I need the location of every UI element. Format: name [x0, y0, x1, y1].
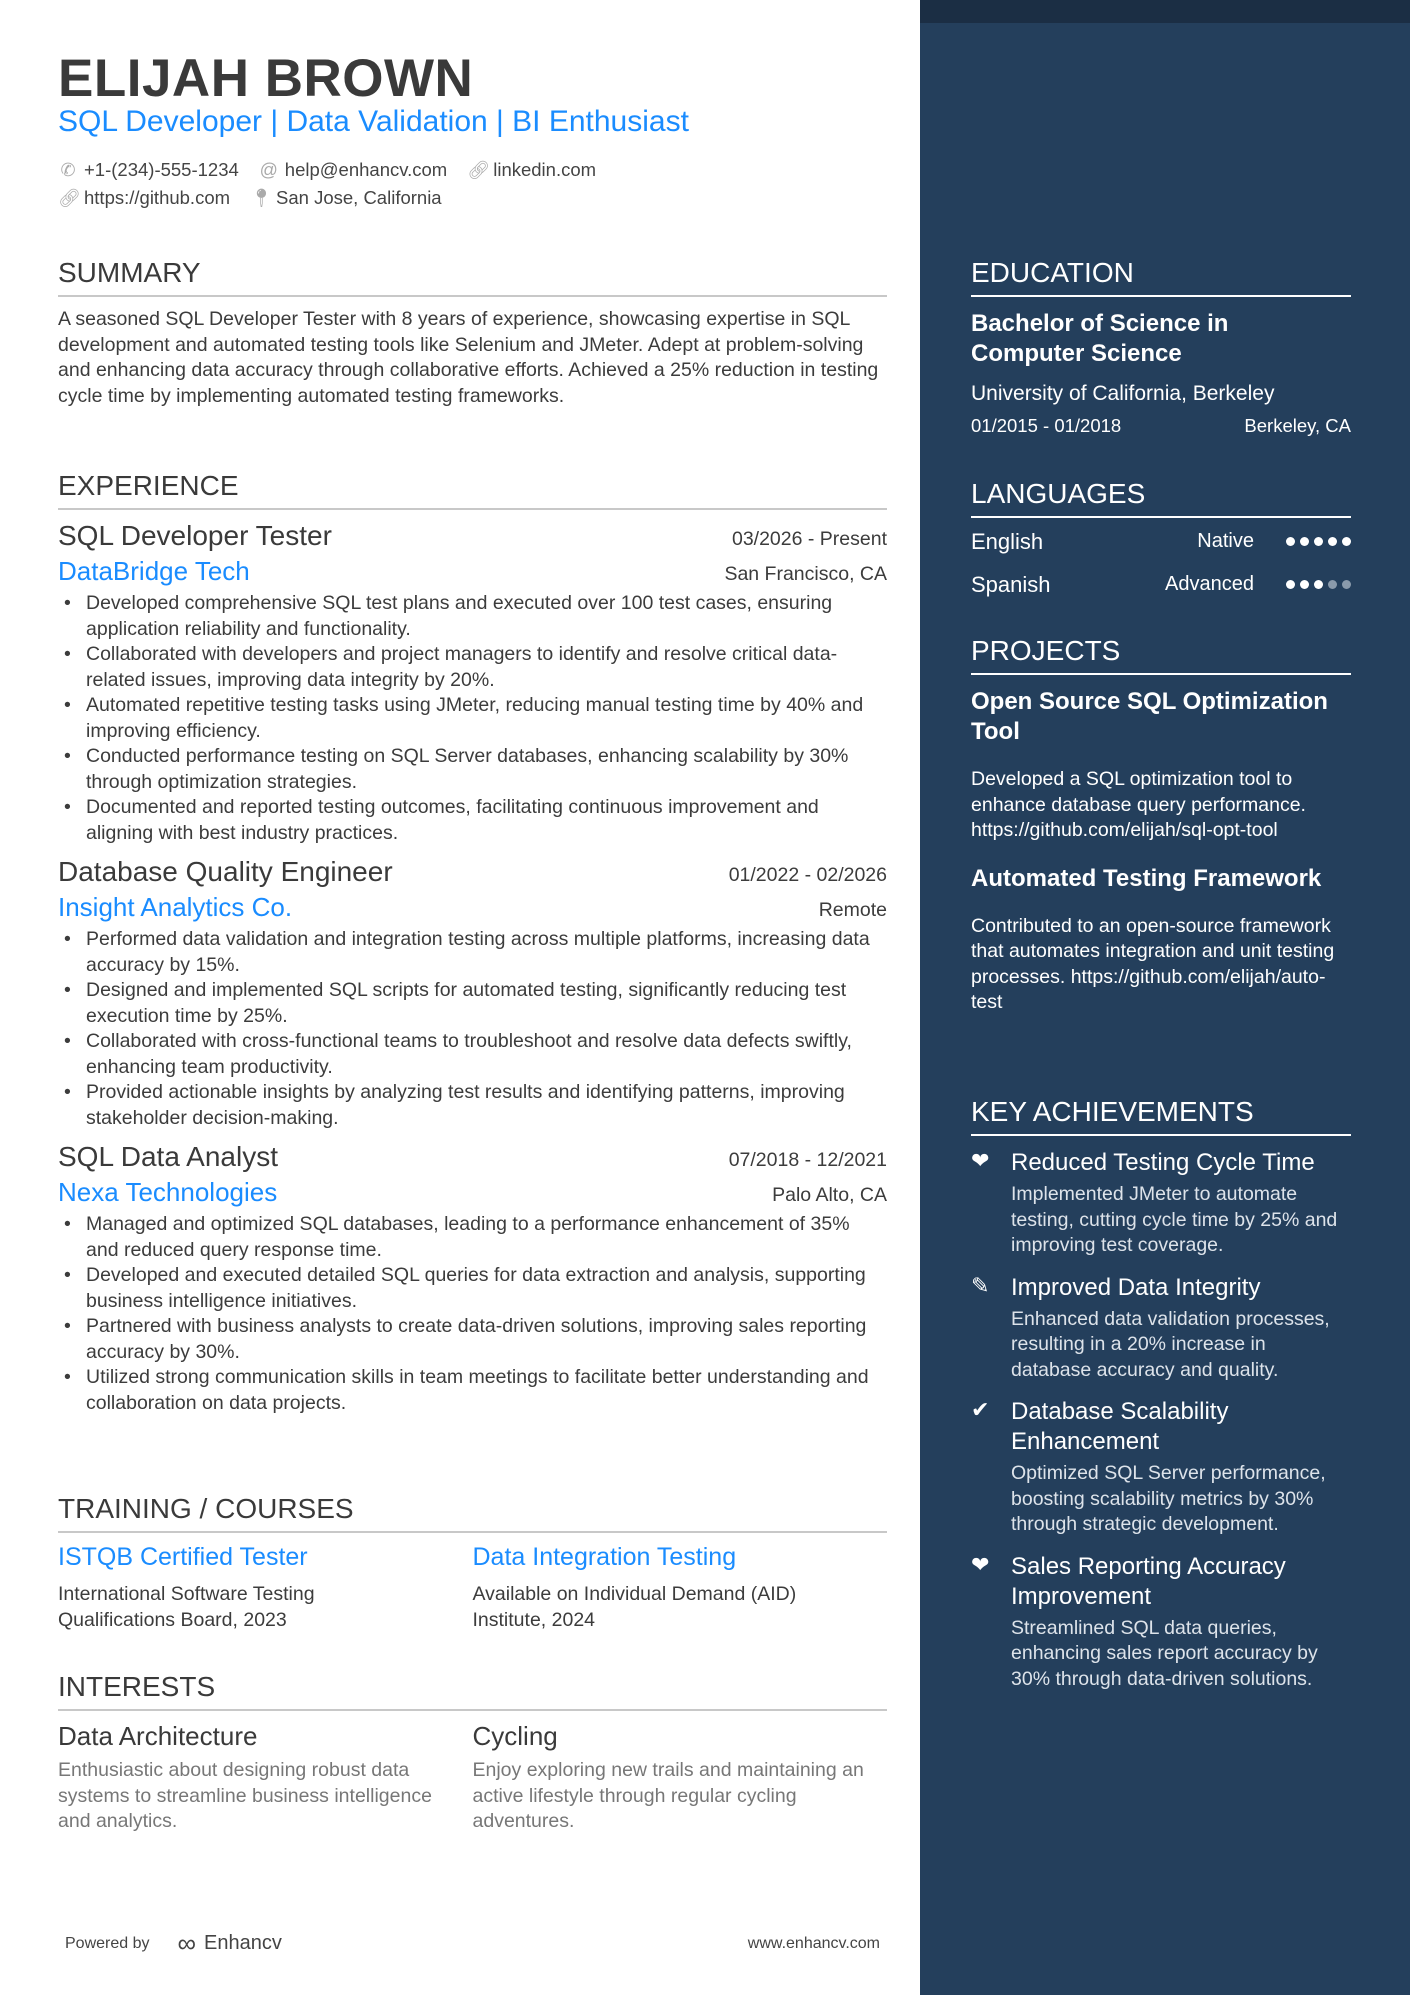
candidate-name: ELIJAH BROWN: [58, 49, 474, 108]
section-title: PROJECTS: [971, 635, 1351, 675]
summary-text: A seasoned SQL Developer Tester with 8 years of experience, showcasing expertise in SQL development and automated testing tools like Selenium and JMeter. Adept at problem-solving and enhancing data accuracy through collaborative efforts. Achieved a 25% reduction in testing cycle time by implementing automated testing frameworks.: [58, 308, 879, 407]
education-section: [971, 257, 1351, 437]
job-bullet: • Conducted performance testing on SQL Server databases, enhancing scalability by 30% through optimization strategies.: [58, 744, 887, 795]
course-title: Data Integration Testing: [472, 1543, 737, 1571]
brand-name: Enhancv: [204, 1932, 282, 1954]
job-entry: [58, 1141, 887, 1416]
project-title: Open Source SQL Optimization Tool: [971, 688, 1328, 745]
language-rating: [1286, 537, 1351, 546]
job-location: San Francisco, CA: [724, 563, 887, 585]
languages-section: [971, 478, 1351, 606]
footer: [65, 1928, 880, 1959]
degree: Bachelor of Science in Computer Science: [971, 310, 1229, 367]
training-section: [58, 1493, 887, 1633]
link-icon: 🔗︎: [467, 159, 491, 180]
experience-section: [58, 470, 887, 1426]
achievement-title: Improved Data Integrity: [1011, 1273, 1261, 1301]
location: San Jose, California: [276, 187, 442, 208]
language-item: [971, 563, 1351, 606]
job-dates: 07/2018 - 12/2021: [728, 1149, 887, 1171]
course-desc: Available on Individual Demand (AID) Institute, 2024: [472, 1583, 797, 1631]
interests-section: [58, 1671, 887, 1835]
project-title: Automated Testing Framework: [971, 864, 1322, 892]
project-desc: Developed a SQL optimization tool to enhance database query performance. https://github.com/elijah/sql-opt-tool: [971, 768, 1306, 841]
edu-location: Berkeley, CA: [1244, 414, 1351, 436]
job-bullet: • Documented and reported testing outcomes, facilitating continuous improvement and aligning with best industry practices.: [58, 795, 887, 846]
job-bullet: • Utilized strong communication skills in team meetings to facilitate better understanding and collaboration on data projects.: [58, 1365, 887, 1416]
company-name: Nexa Technologies: [58, 1177, 278, 1207]
language-rating: [1286, 580, 1351, 589]
achievement-desc: Streamlined SQL data queries, enhancing sales report accuracy by 30% through data-driven solutions.: [1011, 1616, 1318, 1690]
rating-dot: [1286, 580, 1295, 589]
candidate-subtitle: SQL Developer | Data Validation | BI Enthusiast: [58, 105, 689, 138]
language-item: [971, 520, 1351, 563]
section-title: KEY ACHIEVEMENTS: [971, 1096, 1351, 1136]
job-bullet: • Collaborated with developers and project managers to identify and resolve critical data-related issues, improving data integrity by 20%.: [58, 642, 887, 693]
job-bullet: • Performed data validation and integration testing across multiple platforms, increasing data accuracy by 15%.: [58, 927, 887, 978]
interest-title: Data Architecture: [58, 1721, 258, 1751]
achievement-item: [971, 1552, 1351, 1693]
achievement-title: Reduced Testing Cycle Time: [1011, 1149, 1315, 1176]
rating-dot: [1300, 580, 1309, 589]
job-dates: 03/2026 - Present: [731, 528, 887, 550]
edu-dates: 01/2015 - 01/2018: [971, 414, 1122, 436]
project-item: [971, 864, 1351, 1016]
project-item: [971, 687, 1351, 844]
job-entry: [58, 856, 887, 1131]
achievement-desc: Implemented JMeter to automate testing, cutting cycle time by 25% and improving test coverage.: [1011, 1183, 1338, 1256]
job-bullets: [58, 927, 887, 1131]
language-level: Native: [1197, 530, 1254, 552]
school: University of California, Berkeley: [971, 382, 1275, 405]
check-icon: ✔: [971, 1397, 990, 1422]
job-entry: [58, 520, 887, 846]
at-icon: @: [259, 159, 278, 180]
contact-info: [58, 156, 596, 212]
section-title: EXPERIENCE: [58, 470, 887, 510]
rating-dot: [1286, 537, 1295, 546]
rating-dot: [1300, 537, 1309, 546]
job-bullet: • Partnered with business analysts to create data-driven solutions, improving sales reporting accuracy by 30%.: [58, 1314, 887, 1365]
rating-dot: [1342, 580, 1351, 589]
rating-dot: [1314, 580, 1323, 589]
job-bullet: • Designed and implemented SQL scripts for automated testing, significantly reducing test execution time by 25%.: [58, 978, 887, 1029]
job-location: Palo Alto, CA: [772, 1184, 887, 1206]
job-bullet: • Developed and executed detailed SQL queries for data extraction and analysis, supporting business intelligence initiatives.: [58, 1263, 887, 1314]
achievement-item: [971, 1273, 1351, 1384]
achievement-title: Database Scalability Enhancement: [1011, 1398, 1229, 1455]
language-name: Spanish: [971, 571, 1051, 597]
interest-title: Cycling: [472, 1721, 558, 1751]
heart-icon: ❤: [971, 1148, 990, 1173]
interest-item: [473, 1721, 888, 1835]
job-bullet: • Provided actionable insights by analyzing test results and identifying patterns, improving stakeholder decision-making.: [58, 1080, 887, 1131]
magic-wand-icon: ✎: [971, 1272, 990, 1298]
link-icon: 🔗︎: [58, 187, 81, 208]
course-item: [58, 1543, 473, 1633]
section-title: EDUCATION: [971, 257, 1351, 297]
language-name: English: [971, 528, 1044, 554]
achievement-title: Sales Reporting Accuracy Improvement: [1011, 1552, 1286, 1610]
job-location: Remote: [818, 899, 887, 921]
course-desc: International Software Testing Qualifications Board, 2023: [58, 1583, 315, 1631]
section-title: SUMMARY: [58, 257, 887, 297]
github[interactable]: https://github.com: [84, 187, 231, 208]
interest-desc: Enjoy exploring new trails and maintaining an active lifestyle through regular cycling adventures.: [472, 1759, 864, 1832]
enhancv-logo-icon: ∞: [177, 1928, 197, 1958]
footer-url[interactable]: www.enhancv.com: [747, 1934, 880, 1952]
job-dates: 01/2022 - 02/2026: [728, 864, 887, 886]
company-name: Insight Analytics Co.: [58, 892, 293, 922]
email[interactable]: help@enhancv.com: [284, 159, 448, 180]
sidebar: [920, 0, 1410, 1995]
language-level: Advanced: [1165, 573, 1254, 595]
heart-icon: ❤: [971, 1551, 990, 1577]
rating-dot: [1328, 580, 1337, 589]
job-title: SQL Developer Tester: [58, 520, 332, 551]
job-title: Database Quality Engineer: [58, 856, 393, 887]
job-bullets: [58, 1212, 887, 1416]
section-title: INTERESTS: [58, 1671, 887, 1711]
section-title: TRAINING / COURSES: [58, 1493, 887, 1533]
job-bullet: • Collaborated with cross-functional teams to troubleshoot and resolve data defects swiftly, enhancing team productivity.: [58, 1029, 887, 1080]
job-bullet: • Automated repetitive testing tasks using JMeter, reducing manual testing time by 40% and improving efficiency.: [58, 693, 887, 744]
summary-section: [58, 257, 887, 409]
company-name: DataBridge Tech: [58, 556, 250, 586]
job-bullet: • Managed and optimized SQL databases, leading to a performance enhancement of 35% and reduced query response time.: [58, 1212, 887, 1263]
project-desc: Contributed to an open-source framework that automates integration and unit testing processes. https://github.com/elijah/auto-test: [971, 914, 1335, 1013]
job-bullets: [58, 591, 887, 846]
achievements-section: [971, 1096, 1351, 1706]
achievement-desc: Enhanced data validation processes, resulting in a 20% increase in database accuracy and quality.: [1011, 1307, 1330, 1381]
sidebar-top-strip: [920, 0, 1410, 23]
interest-item: [58, 1721, 473, 1835]
course-item: [473, 1543, 888, 1633]
phone: +1-(234)-555-1234: [84, 159, 239, 180]
location-pin-icon: 📍︎: [250, 187, 273, 208]
rating-dot: [1328, 537, 1337, 546]
job-title: SQL Data Analyst: [58, 1141, 278, 1172]
job-bullet: • Developed comprehensive SQL test plans and executed over 100 test cases, ensuring application reliability and functionality.: [58, 591, 887, 642]
achievement-item: [971, 1397, 1351, 1538]
rating-dot: [1342, 537, 1351, 546]
achievement-item: [971, 1148, 1351, 1259]
projects-section: [971, 635, 1351, 1036]
powered-by: Powered by: [65, 1934, 150, 1952]
linkedin[interactable]: linkedin.com: [493, 159, 597, 180]
section-title: LANGUAGES: [971, 478, 1351, 518]
phone-icon: ✆: [60, 159, 76, 180]
rating-dot: [1314, 537, 1323, 546]
course-title: ISTQB Certified Tester: [58, 1543, 308, 1571]
interest-desc: Enthusiastic about designing robust data systems to streamline business intelligence and analytics.: [58, 1759, 432, 1832]
achievement-desc: Optimized SQL Server performance, boosting scalability metrics by 30% through strategic development.: [1011, 1462, 1326, 1535]
